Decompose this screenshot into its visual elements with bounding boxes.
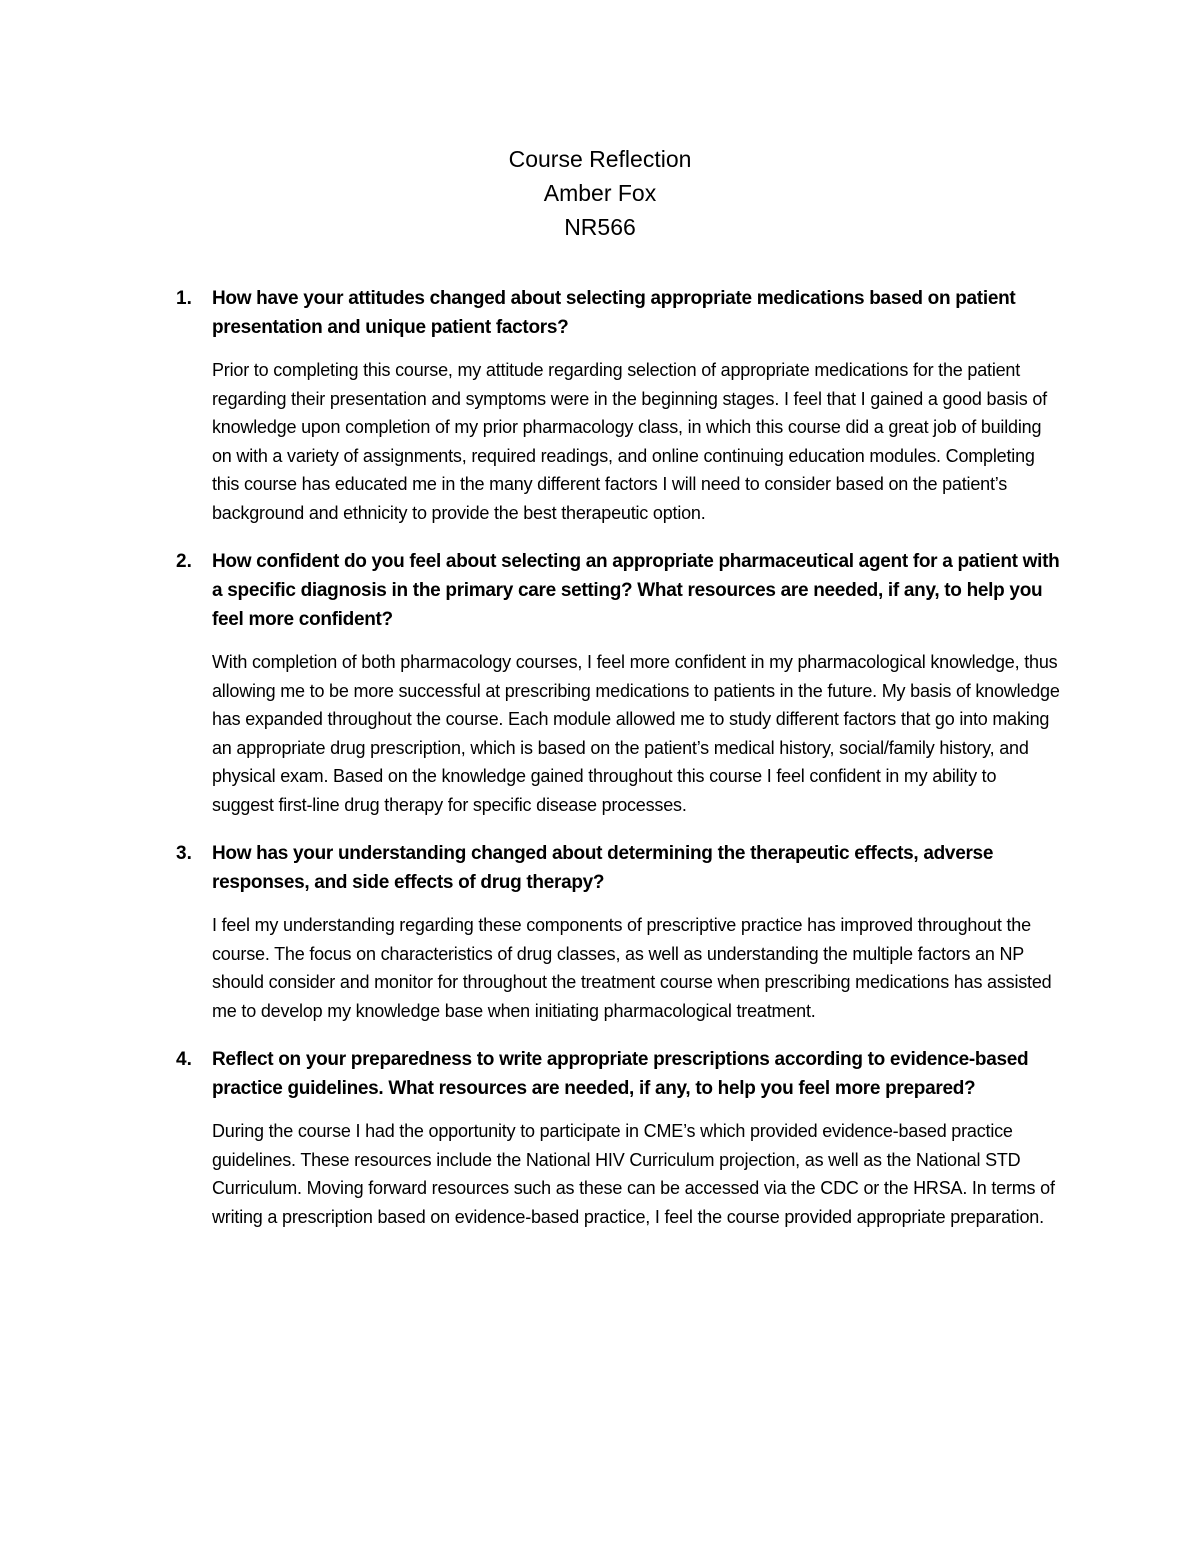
answer-text: Prior to completing this course, my attitude regarding selection of appropriate medications for the patient regarding their presentation and symptoms were in the beginning stages. I feel that I gained a good basis of knowledge upon completion of my prior pharmacology class, in which this course did a great job of building on with a variety of assignments, required readings, and online continuing education modules. Completing this course has educated me in the many different factors I will need to consider based on the patient’s background and ethnicity to provide the best therapeutic option. xyxy=(212,360,1047,523)
question-number: 3. xyxy=(176,843,192,864)
course-code: NR566 xyxy=(564,214,636,240)
question-item xyxy=(0,1045,1200,1231)
question-item xyxy=(0,839,1200,1025)
question-number: 1. xyxy=(176,288,192,309)
answer-text: I feel my understanding regarding these components of prescriptive practice has improved throughout the course. The focus on characteristics of drug classes, as well as understanding the multiple factors an NP should consider and monitor for throughout the treatment course when prescribing medications has assisted me to develop my knowledge base when initiating pharmacological treatment. xyxy=(212,915,1052,1021)
question-text: Reflect on your preparedness to write appropriate prescriptions according to evidence-based practice guidelines. What resources are needed, if any, to help you feel more prepared? xyxy=(212,1049,1029,1099)
title-block xyxy=(0,142,1200,244)
document-title: Course Reflection xyxy=(508,146,692,172)
question-number: 2. xyxy=(176,551,192,572)
author-name: Amber Fox xyxy=(543,180,657,206)
question-item xyxy=(0,547,1200,819)
question-item xyxy=(0,284,1200,527)
question-number: 4. xyxy=(176,1049,192,1070)
question-text: How have your attitudes changed about selecting appropriate medications based on patient presentation and unique patient factors? xyxy=(212,288,1016,338)
question-list xyxy=(0,284,1200,1251)
question-text: How confident do you feel about selecting an appropriate pharmaceutical agent for a patient with a specific diagnosis in the primary care setting? What resources are needed, if any, to help you feel more confident? xyxy=(212,551,1060,630)
question-text: How has your understanding changed about determining the therapeutic effects, adverse responses, and side effects of drug therapy? xyxy=(212,843,994,893)
answer-text: With completion of both pharmacology courses, I feel more confident in my pharmacological knowledge, thus allowing me to be more successful at prescribing medications to patients in the future. My basis of knowledge has expanded throughout the course. Each module allowed me to study different factors that go into making an appropriate drug prescription, which is based on the patient’s medical history, social/family history, and physical exam. Based on the knowledge gained throughout this course I feel confident in my ability to suggest first-line drug therapy for specific disease processes. xyxy=(212,652,1060,815)
answer-text: During the course I had the opportunity to participate in CME’s which provided evidence-based practice guidelines. These resources include the National HIV Curriculum projection, as well as the National STD Curriculum. Moving forward resources such as these can be accessed via the CDC or the HRSA. In terms of writing a prescription based on evidence-based practice, I feel the course provided appropriate preparation. xyxy=(212,1121,1055,1227)
